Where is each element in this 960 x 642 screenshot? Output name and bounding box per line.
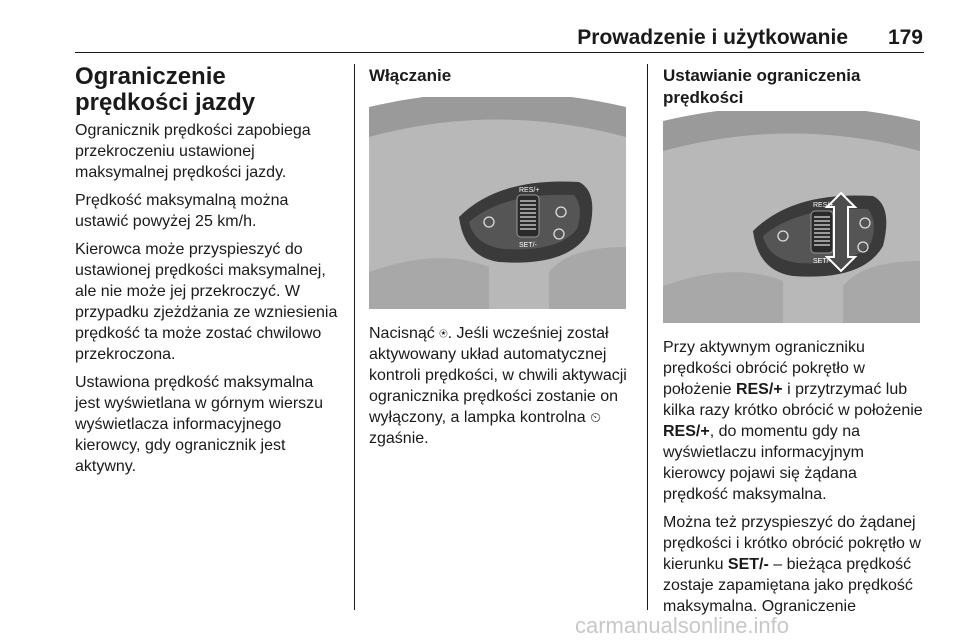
steering-wheel-figure bbox=[369, 97, 626, 309]
cruise-control-lamp-icon: ⏲ bbox=[590, 409, 602, 425]
speed-limiter-icon: ⍟ bbox=[439, 325, 448, 341]
page-header bbox=[0, 0, 960, 60]
header-title: Prowadzenie i użytkowanie bbox=[577, 26, 848, 49]
paragraph: Nacisnąć ⍟. Jeśli wcześniej został aktywowany układ automatycznej kontroli prędkości, w chwili aktywacji ogranicznika prędkości zostanie on wyłączony, a lampka kontrolna ⏲ zgaśnie. bbox=[369, 325, 627, 447]
set-label: SET/- bbox=[813, 258, 831, 265]
steering-wheel-figure-arrow bbox=[663, 111, 920, 323]
subsection-heading: Ustawianie ograniczenia prędkości bbox=[663, 66, 861, 107]
column-1 bbox=[75, 62, 341, 484]
paragraph: Można też przyspieszyć do żądanej prędkości i krótko obrócić pokrętło w kierunku SET/- – bieżąca prędkość zostaje zapamiętana jako prędkość maksymalna. Ograniczenie bbox=[663, 514, 921, 615]
header-rule bbox=[75, 52, 924, 53]
paragraph: Ogranicznik prędkości zapobiega przekroczeniu ustawionej maksymalnej prędkości jazdy. bbox=[75, 122, 311, 181]
column-3 bbox=[663, 62, 925, 624]
paragraph: Kierowca może przyspieszyć do ustawionej prędkości maksymalnej, ale nie może jej przekroczyć. W przypadku zjeżdżania ze wzniesienia prędkość ta może zostać chwilowo przekroczona. bbox=[75, 241, 338, 363]
paragraph: Ustawiona prędkość maksymalna jest wyświetlana w górnym wierszu wyświetlacza informacyjnego kierowcy, gdy ogranicznik jest aktywny. bbox=[75, 374, 324, 475]
paragraph: Prędkość maksymalną można ustawić powyżej 25 km/h. bbox=[75, 192, 289, 230]
subsection-heading: Włączanie bbox=[369, 66, 452, 85]
column-2 bbox=[369, 62, 631, 456]
res-label: RES/+ bbox=[519, 187, 540, 194]
page-number: 179 bbox=[887, 26, 923, 49]
paragraph: Przy aktywnym ograniczniku prędkości obrócić pokrętło w położenie RES/+ i przytrzymać lub kilka razy krótko obrócić w położenie RES/+, do momentu gdy na wyświetlaczu informacyjnym kierowcy pojawi się żądana prędkość maksymalna. bbox=[663, 339, 923, 503]
set-label: SET/- bbox=[519, 242, 537, 249]
column-divider-2 bbox=[647, 64, 648, 610]
res-label: RES/+ bbox=[813, 202, 834, 209]
column-divider-1 bbox=[354, 64, 355, 610]
watermark: carmanualsonline.info bbox=[575, 613, 790, 638]
section-heading: Ograniczenie prędkości jazdy bbox=[75, 63, 256, 116]
